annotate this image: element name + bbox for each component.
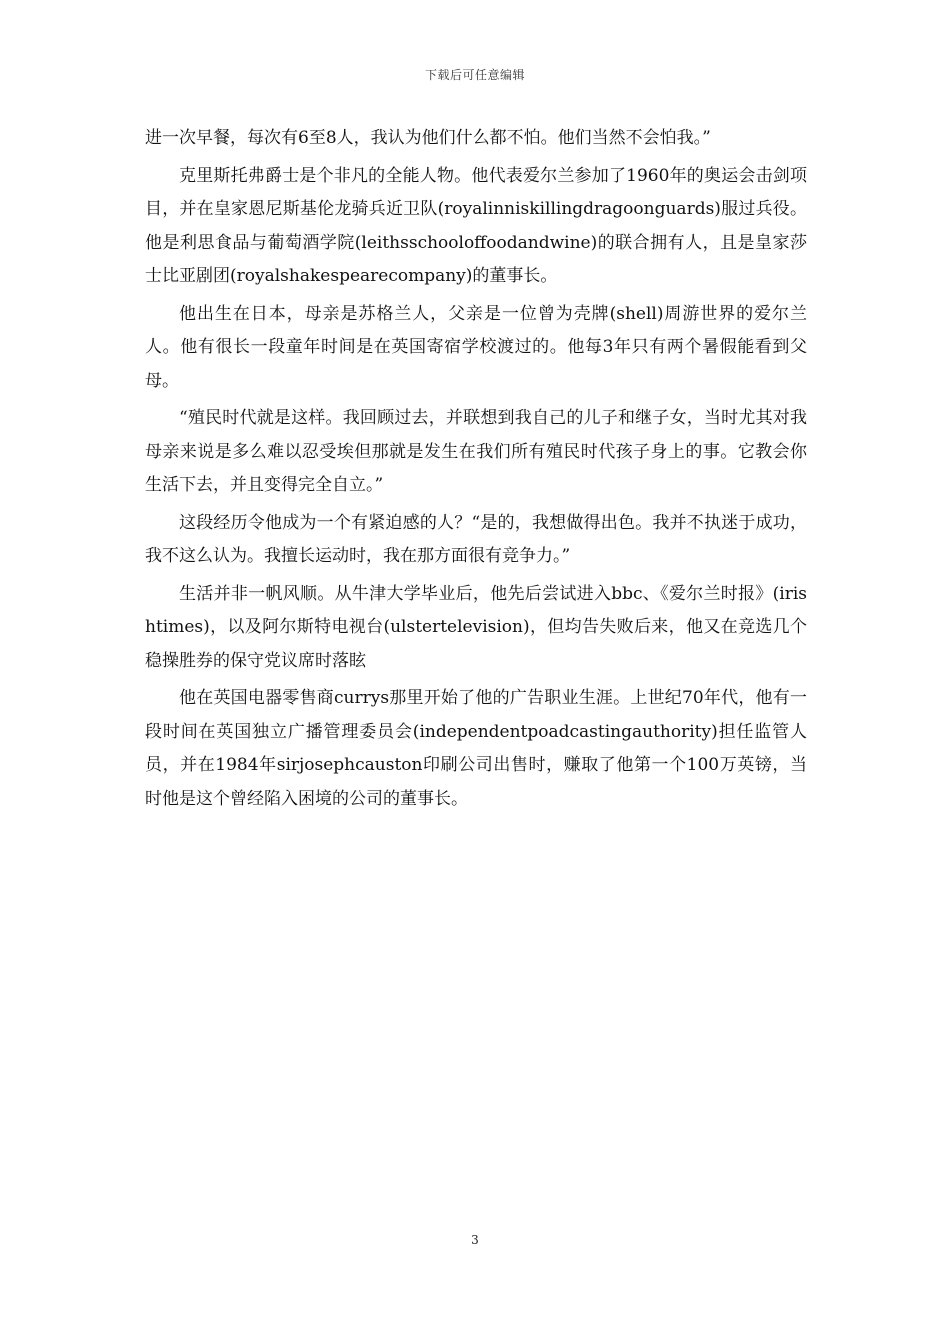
paragraph: “殖民时代就是这样。我回顾过去，并联想到我自己的儿子和继子女，当时尤其对我母亲来说是多么难以忍受埃但那就是发生在我们所有殖民时代孩子身上的事。它教会你生活下去，并且变得完全自立。” <box>145 408 807 495</box>
page-header: 下载后可任意编辑 <box>424 68 525 82</box>
paragraph: 这段经历令他成为一个有紧迫感的人？“是的，我想做得出色。我并不执迷于成功，我不这么认为。我擅长运动时，我在那方面很有竞争力。” <box>145 512 807 566</box>
paragraph: 进一次早餐，每次有6至8人，我认为他们什么都不怕。他们当然不会怕我。” <box>145 128 711 148</box>
paragraph: 克里斯托弗爵士是个非凡的全能人物。他代表爱尔兰参加了1960年的奥运会击剑项目，并在皇家恩尼斯基伦龙骑兵近卫队(royalinniskillingdragoonguards)服过兵役。他是利思食品与葡萄酒学院(leithsschooloffoodandwine)的联合拥有人，且是皇家莎士比亚剧团(royalshakespearecompany)的董事长。 <box>145 165 807 286</box>
page-number: 3 <box>471 1233 479 1247</box>
document-body <box>145 122 807 820</box>
paragraph: 他出生在日本，母亲是苏格兰人，父亲是一位曾为壳牌(shell)周游世界的爱尔兰人。他有很长一段童年时间是在英国寄宿学校渡过的。他每3年只有两个暑假能看到父母。 <box>145 303 807 391</box>
paragraph: 生活并非一帆风顺。从牛津大学毕业后，他先后尝试进入bbc、《爱尔兰时报》(irishtimes)，以及阿尔斯特电视台(ulstertelevision)，但均告失败后来，他又在竞选几个稳操胜券的保守党议席时落眩 <box>145 583 807 671</box>
paragraph: 他在英国电器零售商currys那里开始了他的广告职业生涯。上世纪70年代，他有一段时间在英国独立广播管理委员会(independentpoadcastingauthority)担任监管人员，并在1984年sirjosephcauston印刷公司出售时，赚取了他第一个100万英镑，当时他是这个曾经陷入困境的公司的董事长。 <box>145 688 807 809</box>
